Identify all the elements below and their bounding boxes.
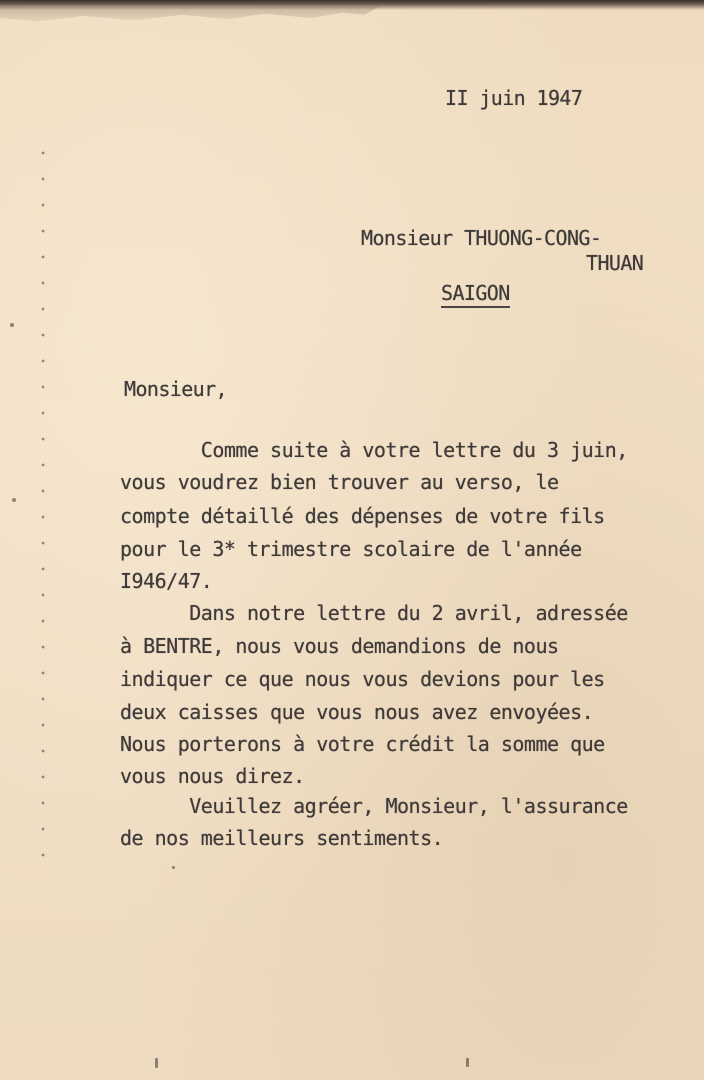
body-line: à BENTRE, nous vous demandions de nous — [120, 634, 559, 658]
body-line: Nous porterons à votre crédit la somme que — [120, 732, 605, 756]
body-line: I946/47. — [120, 569, 213, 593]
paper-speck — [10, 323, 14, 327]
paper-speck — [172, 866, 175, 869]
body-line: compte détaillé des dépenses de votre fils — [120, 504, 605, 528]
body-line: vous voudrez bien trouver au verso, le — [120, 470, 559, 494]
torn-paper-strip — [0, 6, 380, 28]
body-line: deux caisses que vous nous avez envoyées. — [120, 700, 594, 724]
recipient-city: SAIGON — [441, 281, 510, 308]
body-line: vous nous direz. — [120, 764, 305, 788]
body-line: indiquer ce que nous vous devions pour les — [120, 667, 605, 691]
recipient-name-line2: THUAN — [586, 251, 644, 275]
salutation: Monsieur, — [124, 377, 227, 401]
recipient-name-line1: Monsieur THUONG-CONG- — [361, 226, 602, 250]
paper-speck — [155, 1058, 158, 1068]
letter-date: II juin 1947 — [445, 86, 583, 110]
paper-speck — [12, 498, 16, 502]
margin-dots — [40, 140, 46, 860]
paper-speck — [466, 1058, 469, 1067]
body-line: pour le 3* trimestre scolaire de l'année — [120, 537, 582, 561]
body-line: Veuillez agréer, Monsieur, l'assurance — [120, 794, 628, 818]
body-line: Dans notre lettre du 2 avril, adressée — [120, 601, 628, 625]
body-line: Comme suite à votre lettre du 3 juin, — [120, 438, 628, 462]
body-line: de nos meilleurs sentiments. — [120, 826, 444, 850]
